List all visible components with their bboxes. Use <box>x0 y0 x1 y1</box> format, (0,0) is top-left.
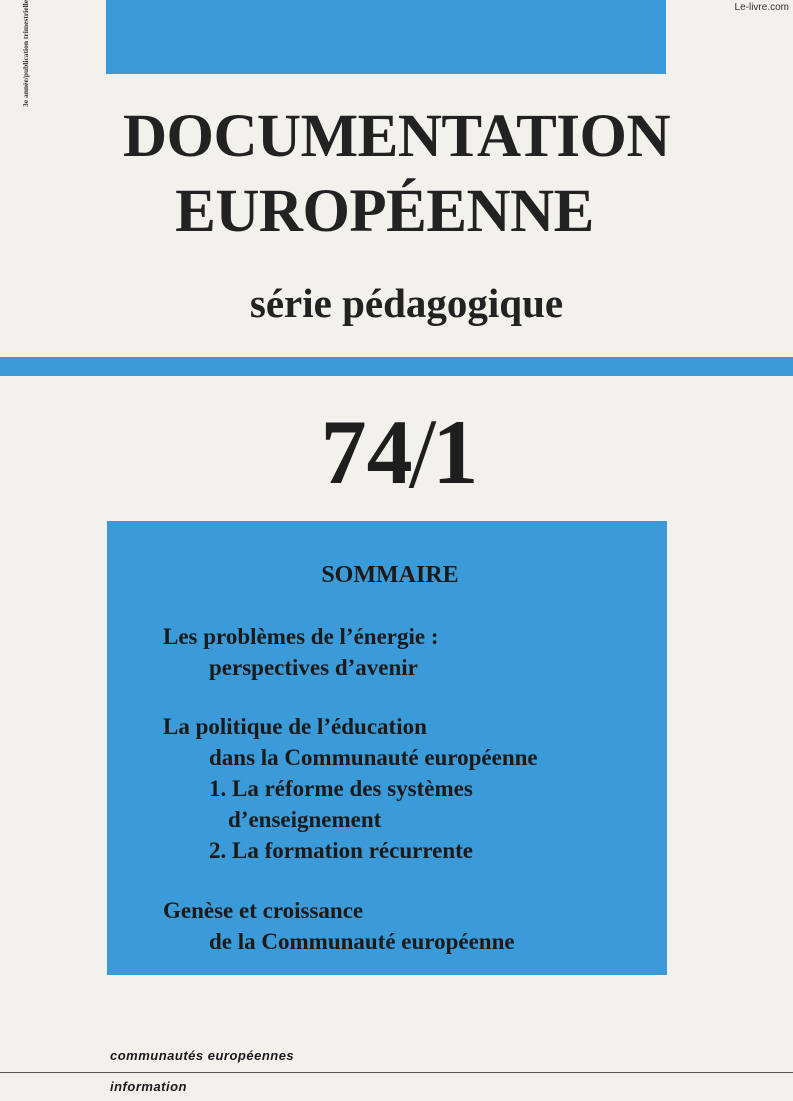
title-line-1: DOCUMENTATION <box>122 103 671 170</box>
contents-heading: SOMMAIRE <box>321 562 459 588</box>
issue-number <box>0 398 793 509</box>
watermark: Le-livre.com <box>734 2 789 13</box>
issue-year: 74 <box>320 401 413 503</box>
footer-series: information <box>110 1079 187 1094</box>
contents-item-1-line-1: Les problèmes de l’énergie : <box>163 624 439 649</box>
series-subtitle: série pédagogique <box>249 280 564 326</box>
contents-item-1-line-2: perspectives d’avenir <box>209 655 418 680</box>
issue-slash: / <box>408 398 437 509</box>
top-color-band <box>106 0 666 74</box>
contents-item-2-line-5: 2. La formation récurrente <box>209 838 473 863</box>
contents-item-3-line-2: de la Communauté européenne <box>209 929 515 954</box>
contents-box <box>107 521 667 975</box>
contents-item-2-line-4: d’enseignement <box>228 807 382 832</box>
title-line-2: EUROPÉENNE <box>175 178 594 245</box>
footer-publisher: communautés européennes <box>110 1048 295 1063</box>
side-note: 3e année/publication trimestrielle <box>21 0 30 108</box>
contents-item-2-line-1: La politique de l’éducation <box>163 714 427 739</box>
middle-color-band <box>0 357 793 376</box>
issue-index: 1 <box>432 401 479 503</box>
contents-item-2-line-3: 1. La réforme des systèmes <box>209 776 473 801</box>
contents-item-3-line-1: Genèse et croissance <box>163 898 364 923</box>
contents-item-2-line-2: dans la Communauté européenne <box>209 745 538 770</box>
footer-divider <box>0 1072 793 1073</box>
